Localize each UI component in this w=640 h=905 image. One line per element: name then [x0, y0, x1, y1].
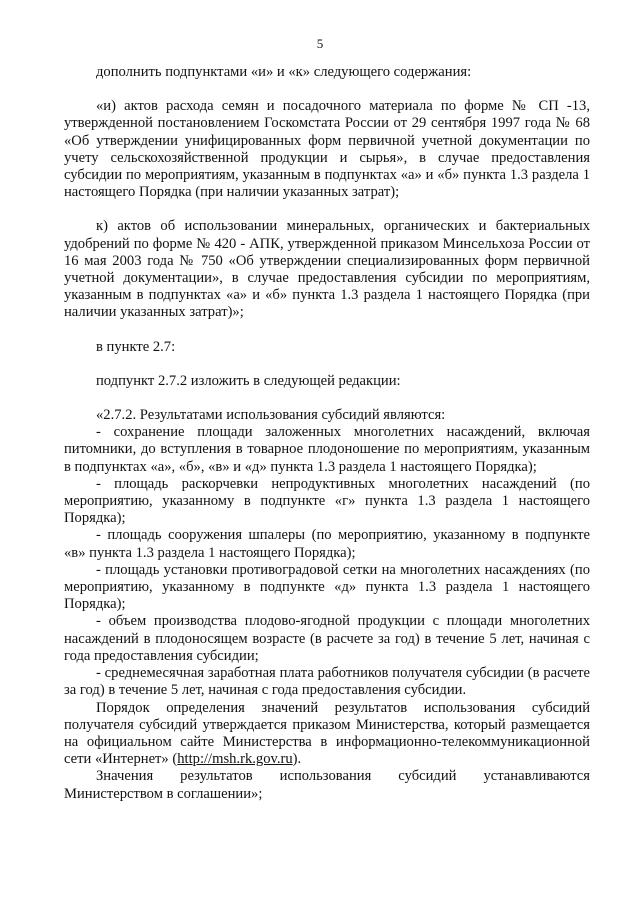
paragraph-item-k: к) актов об использовании минеральных, органических и бактериальных удобрений по форме № 420 - АПК, утвержденной приказом Минсельхоза России от 16 мая 2003 года № 750 «Об утверждении специализированных форм первичной учетной документации», в случае предоставления субсидии по мероприятиям, указанным в подпунктах «а» и «б» пункта 1.3 раздела 1 настоящего Порядка (при наличии указанных затрат)»;	[64, 218, 590, 321]
list-item: - объем производства плодово-ягодной продукции с площади многолетних насаждений в плодоносящем возрасте (в расчете за год) в течение 5 лет, начиная с года предоставления субсидии;	[64, 613, 590, 664]
paragraph-point-2-7: в пункте 2.7:	[96, 338, 176, 355]
procedure-text: Порядок определения значений результатов использования субсидий получателя субсидий утверждается приказом Министерства, который размещается на официальном сайте Министерства в информационно-телекоммуникационной сети «Интернет» (	[64, 699, 590, 768]
paragraph-results-heading: «2.7.2. Результатами использования субсидий являются:	[96, 407, 446, 424]
paragraph-procedure	[64, 700, 590, 769]
paragraph-intro: дополнить подпунктами «и» и «к» следующего содержания:	[96, 64, 472, 80]
list-item: - площадь сооружения шпалеры (по мероприятию, указанному в подпункте «в» пункта 1.3 раздела 1 настоящего Порядка);	[64, 527, 590, 561]
list-item: - площадь раскорчевки непродуктивных многолетних насаждений (по мероприятию, указанному в подпункте «г» пункта 1.3 раздела 1 настоящего Порядка);	[64, 475, 590, 527]
procedure-text-end: ).	[292, 751, 302, 768]
paragraph-item-i: «и) актов расхода семян и посадочного материала по форме № СП -13, утвержденной постановлением Госкомстата России от 29 сентября 1997 года № 68 «Об утверждении унифицированных форм первичной учетной документации по учету сельскохозяйственной продукции и сырья», в случае предоставления субсидии по мероприятиям, указанным в подпунктах «а» и «б» пункта 1.3 раздела 1 настоящего Порядка (при наличии указанных затрат);	[64, 98, 590, 201]
document-body	[64, 64, 590, 803]
list-item: - площадь установки противоградовой сетки на многолетних насаждениях (по мероприятию, указанному в подпункте «д» пункта 1.3 раздела 1 настоящего Порядка);	[64, 561, 590, 613]
paragraph-subpoint-edit: подпункт 2.7.2 изложить в следующей редакции:	[96, 372, 401, 389]
page-number: 5	[316, 36, 324, 51]
ministry-website-link[interactable]: http://msh.rk.gov.ru	[177, 751, 293, 768]
list-item: - среднемесячная заработная плата работников получателя субсидии (в расчете за год) в течение 5 лет, начиная с года предоставления субсидии.	[64, 665, 590, 699]
paragraph-values: Значения результатов использования субсидий устанавливаются Министерством в соглашении»;	[64, 768, 590, 802]
list-item: - сохранение площади заложенных многолетних насаждений, включая питомники, до вступления в товарное плодоношение по мероприятиям, указанным в подпунктах «а», «б», «в» и «д» пункта 1.3 раздела 1 настоящего Порядка);	[64, 424, 590, 475]
